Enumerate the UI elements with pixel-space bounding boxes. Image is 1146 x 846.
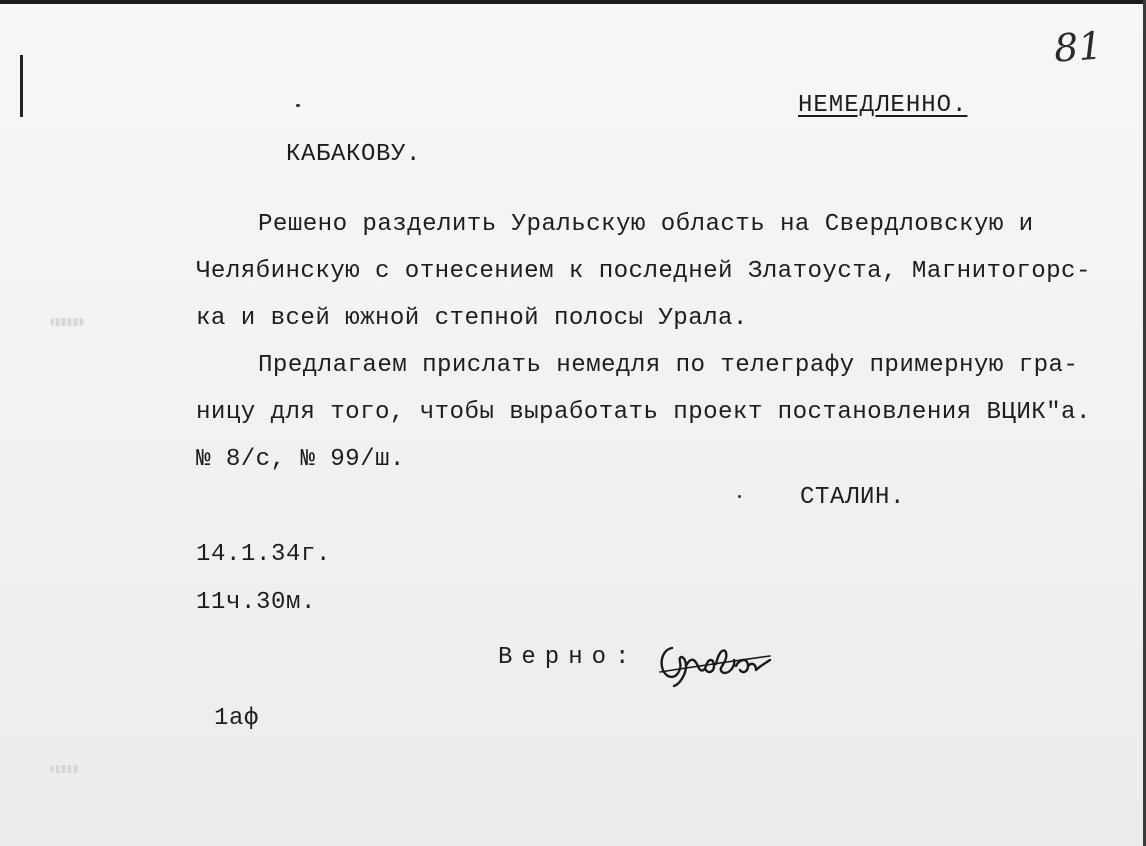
body-line: Предлагаем прислать немедля по телеграфу примерную гра-	[258, 352, 1079, 379]
margin-mark	[20, 55, 23, 117]
paper-smudge	[50, 318, 84, 326]
page-number: 81	[1052, 23, 1104, 71]
ink-speck	[738, 495, 741, 498]
urgency-marker: НЕМЕДЛЕННО.	[798, 92, 968, 119]
signature-stroke-icon	[656, 636, 774, 688]
document-time: 11ч.30м.	[196, 589, 317, 616]
body-line: ка и всей южной степной полосы Урала.	[196, 305, 748, 332]
paper-smudge	[50, 765, 80, 773]
ink-speck	[296, 104, 300, 107]
signer-name: СТАЛИН.	[800, 484, 906, 511]
addressee: КАБАКОВУ.	[286, 141, 422, 168]
body-line: Челябинскую с отнесением к последней Златоуста, Магнитогорс-	[196, 258, 1091, 285]
document-date: 14.1.34г.	[196, 541, 332, 568]
certification-label: Верно:	[498, 644, 639, 671]
handwritten-signature	[656, 636, 774, 688]
reference-numbers: № 8/с, № 99/ш.	[196, 446, 405, 473]
scan-edge-top	[0, 0, 1146, 4]
copy-note: 1аф	[214, 705, 260, 732]
body-line: ницу для того, чтобы выработать проект постановления ВЦИК"а.	[196, 399, 1091, 426]
body-line: Решено разделить Уральскую область на Свердловскую и	[258, 211, 1034, 238]
